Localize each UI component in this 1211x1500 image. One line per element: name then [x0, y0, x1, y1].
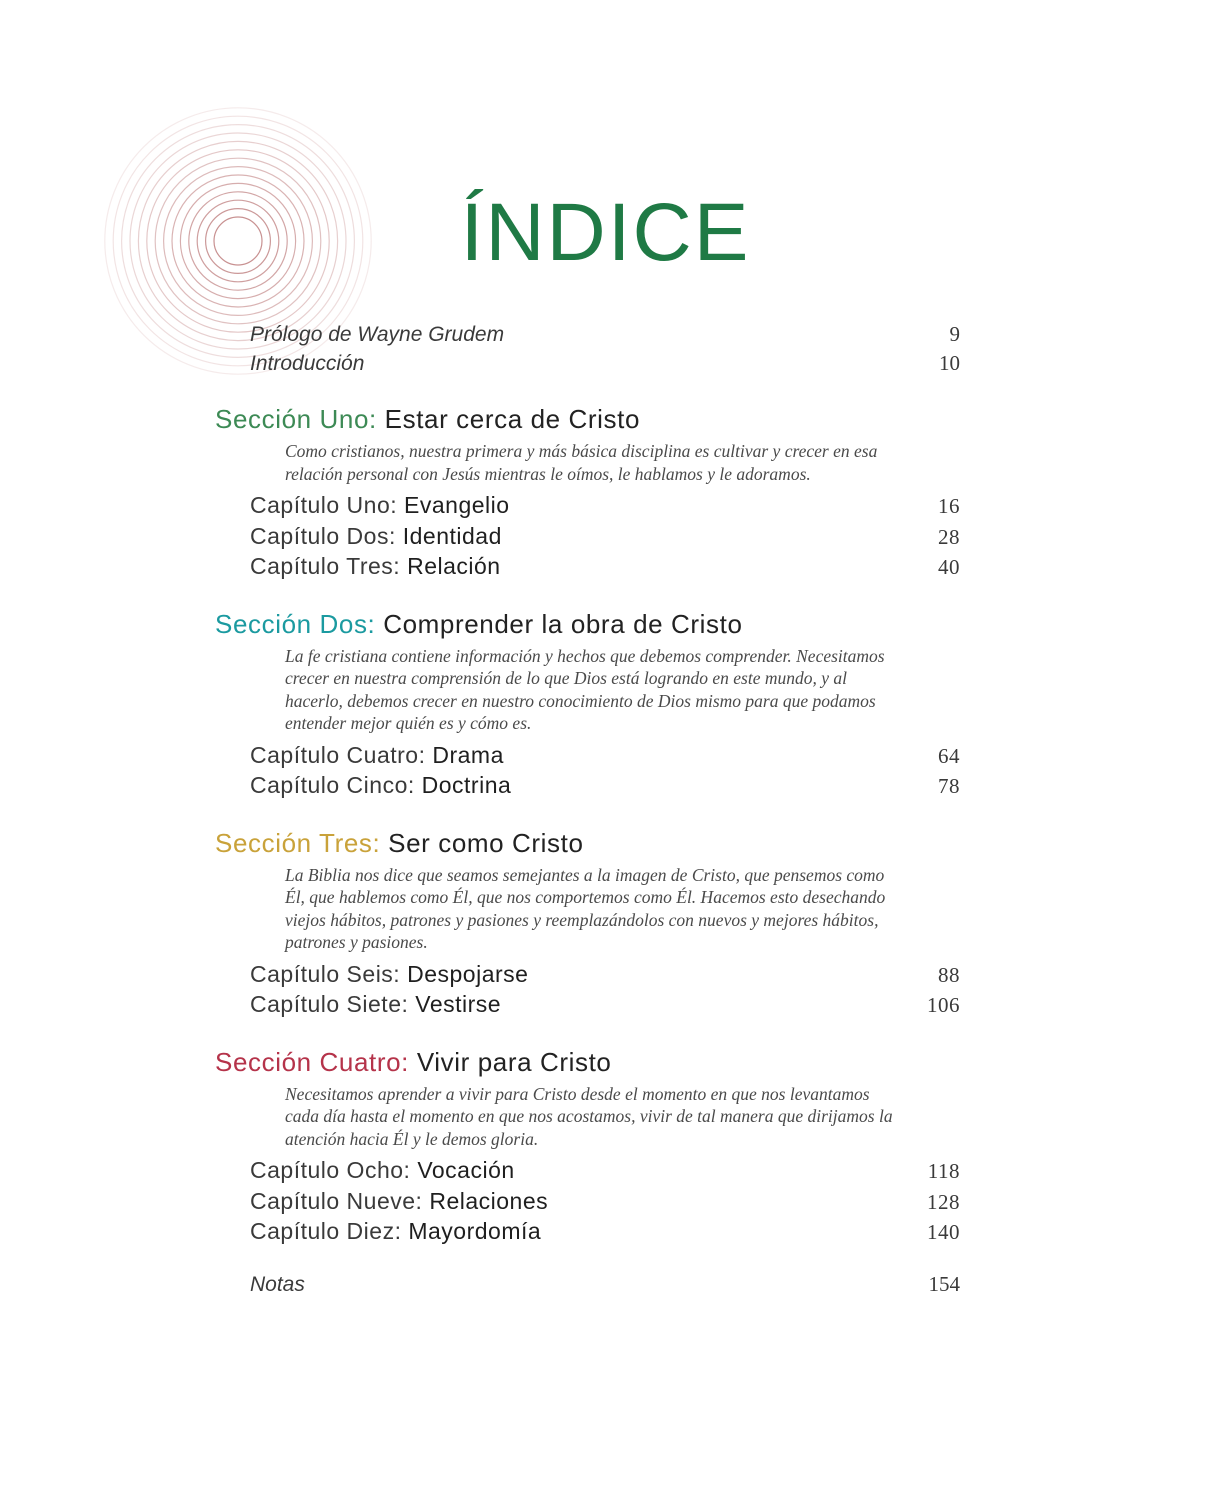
section-name: Sección Cuatro: [215, 1046, 409, 1077]
section-heading [215, 607, 960, 641]
section-heading [215, 826, 960, 860]
chapter-title: Relación [407, 553, 501, 579]
page-number: 10 [939, 351, 960, 375]
section-1 [215, 402, 960, 583]
chapter-label: Capítulo Seis: [250, 960, 401, 987]
chapter-title: Mayordomía [408, 1218, 542, 1244]
chapter-label: Capítulo Cuatro: [250, 741, 426, 768]
section-heading [215, 402, 960, 436]
page-number: 78 [938, 774, 960, 798]
toc-entry-chapter-2[interactable] [215, 522, 960, 553]
chapter-title: Doctrina [421, 772, 512, 798]
chapter-label: Capítulo Uno: [250, 492, 398, 518]
chapter-label: Capítulo Nueve: [250, 1187, 423, 1214]
chapter-title: Identidad [402, 522, 502, 549]
toc-entry-chapter-1[interactable] [215, 491, 960, 522]
toc-entry-notes[interactable] [215, 1270, 960, 1299]
entry-label: Introducción [250, 352, 365, 375]
page-number: 118 [927, 1159, 960, 1183]
page-title: ÍNDICE [460, 187, 751, 278]
chapter-label: Capítulo Dos: [250, 522, 396, 549]
chapter-title: Vestirse [415, 991, 502, 1017]
chapter-title: Despojarse [407, 960, 529, 987]
section-name: Sección Dos: [215, 608, 376, 639]
section-title: Vivir para Cristo [416, 1046, 612, 1077]
front-matter [215, 320, 960, 378]
section-2 [215, 607, 960, 802]
page-number: 140 [927, 1220, 960, 1244]
toc-entry-chapter-10[interactable] [215, 1217, 960, 1248]
page-number: 64 [938, 743, 960, 768]
section-name: Sección Uno: [215, 404, 377, 434]
entry-label: Prólogo de Wayne Grudem [250, 323, 505, 346]
chapter-label: Capítulo Ocho: [250, 1157, 411, 1183]
page-number: 28 [938, 524, 960, 549]
chapter-label: Capítulo Cinco: [250, 772, 415, 798]
section-description: Como cristianos, nuestra primera y más básica disciplina es cultivar y crecer en esa relación personal con Jesús mientras le oímos, le hablamos y le adoramos. [285, 441, 878, 484]
chapter-title: Relaciones [429, 1187, 549, 1214]
page-number: 106 [927, 993, 960, 1017]
section-description: La fe cristiana contiene información y hechos que debemos comprender. Necesitamos crecer en nuestra comprensión de lo que Dios está logrando en este mundo, y al hacerlo, debemos crecer en nuestro conocimiento de Dios mismo para que podamos entender mejor quién es y cómo es. [285, 645, 885, 733]
toc-entry-prologue[interactable] [215, 320, 960, 349]
chapter-title: Drama [432, 741, 504, 768]
page-number: 128 [927, 1189, 960, 1214]
toc-entry-introduction[interactable] [215, 349, 960, 378]
table-of-contents [215, 320, 960, 1299]
toc-entry-chapter-3[interactable] [215, 552, 960, 583]
section-description: La Biblia nos dice que seamos semejantes a la imagen de Cristo, que pensemos como Él, que hablemos como Él, que nos comportemos como Él. Hacemos esto desechando viejos hábitos, patrones y pasiones y reemplazándolos con nuevos y mejores hábitos, patrones y pasiones. [285, 864, 886, 952]
toc-entry-chapter-6[interactable] [215, 960, 960, 991]
entry-label: Notas [250, 1272, 305, 1296]
toc-entry-chapter-9[interactable] [215, 1187, 960, 1218]
page-number: 16 [938, 494, 960, 518]
toc-entry-chapter-8[interactable] [215, 1156, 960, 1187]
section-title: Ser como Cristo [388, 827, 584, 858]
page-number: 88 [938, 962, 960, 987]
section-title: Comprender la obra de Cristo [383, 608, 743, 639]
chapter-title: Vocación [417, 1157, 515, 1183]
section-4 [215, 1045, 960, 1248]
chapter-label: Capítulo Siete: [250, 991, 409, 1017]
section-title: Estar cerca de Cristo [384, 404, 641, 434]
section-name: Sección Tres: [215, 827, 381, 858]
chapter-label: Capítulo Tres: [250, 553, 401, 579]
toc-entry-chapter-4[interactable] [215, 741, 960, 772]
toc-entry-chapter-7[interactable] [215, 990, 960, 1021]
section-3 [215, 826, 960, 1021]
page-number: 154 [928, 1271, 960, 1296]
toc-entry-chapter-5[interactable] [215, 771, 960, 802]
page-number: 9 [949, 322, 960, 346]
page-number: 40 [938, 555, 960, 579]
chapter-title: Evangelio [404, 492, 510, 518]
section-description: Necesitamos aprender a vivir para Cristo desde el momento en que nos levantamos cada día hasta el momento en que nos acostamos, vivir de tal manera que dirijamos la atención hacia Él y le demos gloria. [285, 1083, 893, 1149]
section-heading [215, 1045, 960, 1079]
chapter-label: Capítulo Diez: [250, 1218, 402, 1244]
